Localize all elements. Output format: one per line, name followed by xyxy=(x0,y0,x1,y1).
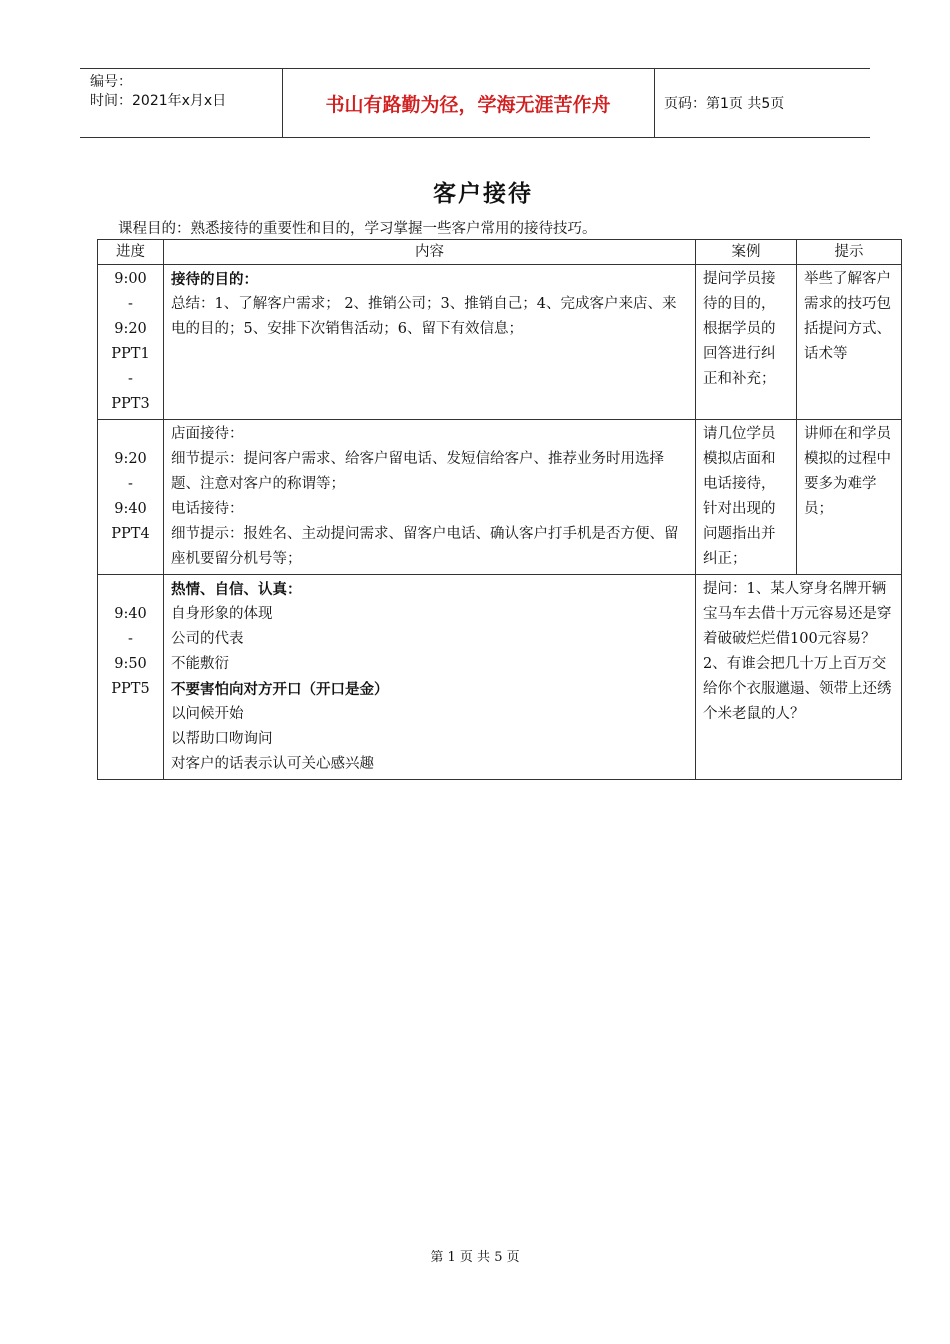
content-heading: 热情、自信、认真： xyxy=(171,581,302,598)
content-text: 不能敷衍 xyxy=(171,656,229,672)
content-text: 公司的代表 xyxy=(171,631,244,647)
row-tip: 举些了解客户需求的技巧包括提问方式、话术等 xyxy=(797,265,902,420)
time-text xyxy=(100,577,161,602)
time-text: 9:40 xyxy=(114,501,147,517)
header-case: 案例 xyxy=(696,240,797,265)
page-footer: 第 1 页 共 5 页 xyxy=(430,1250,520,1265)
row-case: 请几位学员模拟店面和电话接待，针对出现的问题指出并纠正； xyxy=(696,420,797,575)
row-time xyxy=(98,575,164,780)
time-text: - xyxy=(128,631,133,647)
header-meta xyxy=(90,73,226,111)
content-heading: 接待的目的： xyxy=(171,271,258,288)
time-text: 9:20 xyxy=(114,451,147,467)
time-text: - xyxy=(128,371,133,387)
header-number: 编号： xyxy=(90,74,132,90)
time-text: PPT5 xyxy=(111,681,150,697)
content-text: 总结：1、了解客户需求； 2、推销公司；3、推销自己；4、完成客户来店、来电的目的；5、安排下次销售活动；6、留下有效信息； xyxy=(171,296,677,337)
header-tip: 提示 xyxy=(797,240,902,265)
table-row xyxy=(98,420,902,575)
table-row xyxy=(98,575,902,780)
header-motto: 书山有路勤为径，学海无涯苦作舟 xyxy=(325,93,611,116)
row-case: 提问学员接待的目的，根据学员的回答进行纠正和补充； xyxy=(696,265,797,420)
time-text xyxy=(100,422,161,447)
header-page-number: 页码：第1页 共5页 xyxy=(664,96,785,112)
row-content xyxy=(164,265,696,420)
content-text: 店面接待： xyxy=(171,426,244,442)
time-text: 9:20 xyxy=(114,321,147,337)
content-text: 电话接待： xyxy=(171,501,244,517)
time-text: 9:40 xyxy=(114,606,147,622)
content-text: 细节提示：提问客户需求、给客户留电话、发短信给客户、推荐业务时用选择题、注意对客户的称谓等； xyxy=(171,451,664,492)
time-text: PPT1 xyxy=(111,346,150,362)
header-content: 内容 xyxy=(164,240,696,265)
row-time xyxy=(98,265,164,420)
course-purpose: 课程目的：熟悉接待的重要性和目的，学习掌握一些客户常用的接待技巧。 xyxy=(118,221,597,237)
time-text: - xyxy=(128,296,133,312)
content-text: 对客户的话表示认可关心感兴趣 xyxy=(171,756,374,772)
time-text: PPT3 xyxy=(111,396,150,412)
time-text: 9:50 xyxy=(114,656,147,672)
time-text: 9:00 xyxy=(114,271,147,287)
document-header xyxy=(80,68,870,138)
row-content xyxy=(164,420,696,575)
header-time: 时间：2021年x月x日 xyxy=(90,93,227,109)
row-tip: 讲师在和学员模拟的过程中要多为难学员； xyxy=(797,420,902,575)
header-progress: 进度 xyxy=(98,240,164,265)
row-time xyxy=(98,420,164,575)
schedule-table xyxy=(97,239,902,780)
row-case-tip: 提问：1、某人穿身名牌开辆宝马车去借十万元容易还是穿着破破烂烂借100元容易？2、有谁会把几十万上百万交给你个衣服邋遢、领带上还绣个米老鼠的人？ xyxy=(696,575,902,780)
time-text: PPT4 xyxy=(111,526,150,542)
content-heading: 不要害怕向对方开口（开口是金） xyxy=(171,681,389,698)
content-text: 细节提示：报姓名、主动提问需求、留客户电话、确认客户打手机是否方便、留座机要留分机号等； xyxy=(171,526,679,567)
content-text: 以问候开始 xyxy=(171,706,244,722)
header-divider xyxy=(654,69,655,137)
table-header-row xyxy=(98,240,902,265)
table-row xyxy=(98,265,902,420)
time-text: - xyxy=(128,476,133,492)
row-content xyxy=(164,575,696,780)
content-text: 以帮助口吻询问 xyxy=(171,731,273,747)
page-title: 客户接待 xyxy=(433,181,533,207)
content-text: 自身形象的体现 xyxy=(171,606,273,622)
